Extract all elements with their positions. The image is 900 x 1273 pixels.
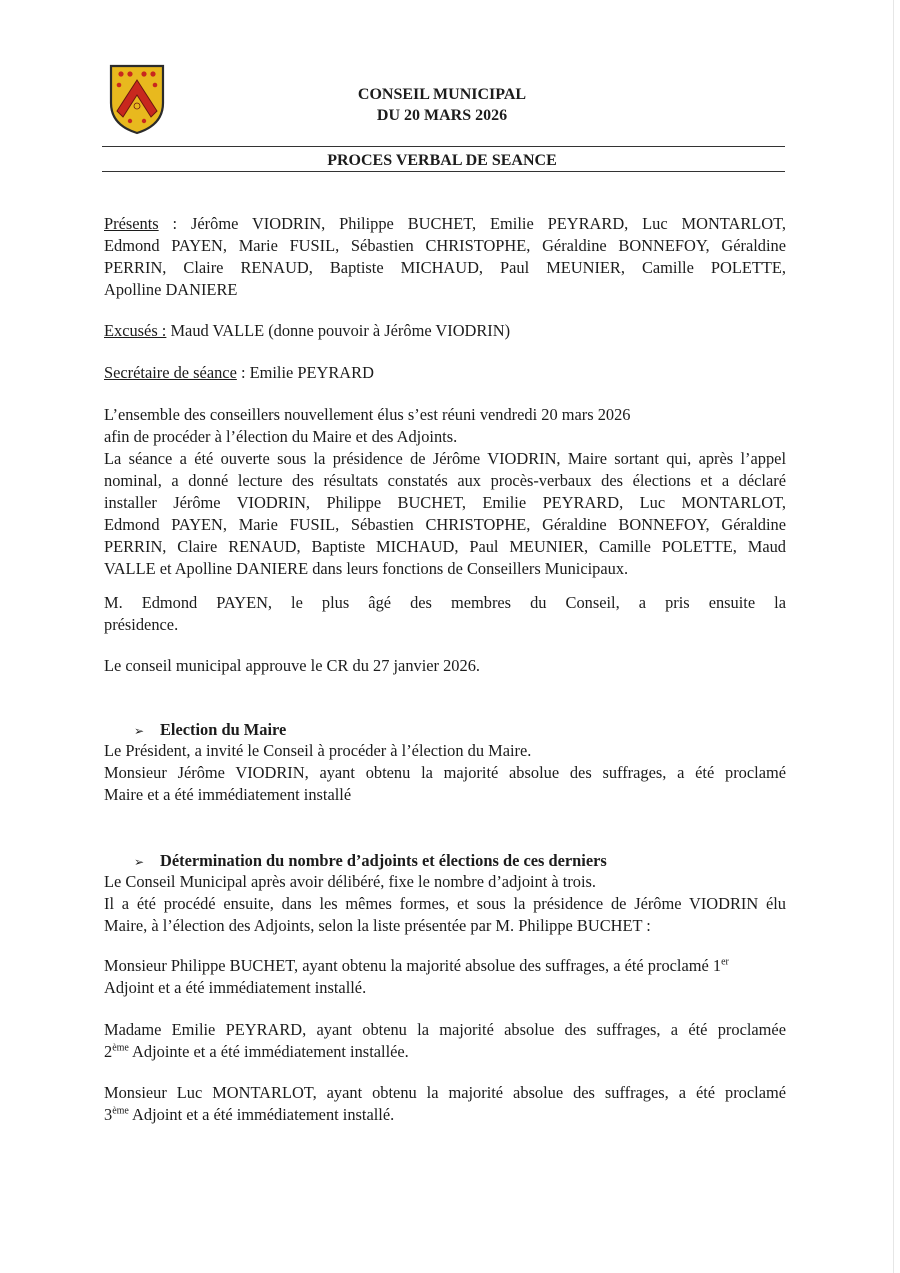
intro-line: La séance a été ouverte sous la présidence de Jérôme VIODRIN, Maire sortant qui, après l’appel: [104, 449, 786, 468]
presents-line: PERRIN, Claire RENAUD, Baptiste MICHAUD, Paul MEUNIER, Camille POLETTE,: [104, 258, 786, 277]
arrow-bullet-icon: ➢: [134, 855, 145, 869]
first-adjoint-line: Adjoint et a été immédiatement installé.: [104, 978, 367, 997]
section-heading-adjoints: ➢ Détermination du nombre d’adjoints et élections de ces derniers: [134, 850, 607, 873]
bottom-rule: [102, 171, 785, 172]
presidence-line: présidence.: [104, 615, 179, 634]
second-adjoint-line: 2ème Adjointe et a été immédiatement installée.: [104, 1042, 409, 1061]
third-adjoint-line: 3ème Adjoint et a été immédiatement installé.: [104, 1105, 395, 1124]
page-edge: [893, 0, 894, 1273]
adjoints-line: Maire, à l’élection des Adjoints, selon la liste présentée par M. Philippe BUCHET :: [104, 916, 651, 935]
maire-line: Maire et a été immédiatement installé: [104, 785, 352, 804]
secretaire-label: Secrétaire de séance: [104, 363, 237, 382]
adjoints-line: Il a été procédé ensuite, dans les mêmes formes, et sous la présidence de Jérôme VIODRIN élu: [104, 894, 786, 913]
presents-line: Edmond PAYEN, Marie FUSIL, Sébastien CHRISTOPHE, Géraldine BONNEFOY, Géraldine: [104, 236, 786, 255]
arrow-bullet-icon: ➢: [134, 724, 145, 738]
intro-line: VALLE et Apolline DANIERE dans leurs fonctions de Conseillers Municipaux.: [104, 559, 629, 578]
third-adjoint-line: Monsieur Luc MONTARLOT, ayant obtenu la majorité absolue des suffrages, a été proclamé: [104, 1083, 786, 1102]
top-rule: [102, 146, 785, 147]
presents-line: Présents : Jérôme VIODRIN, Philippe BUCHET, Emilie PEYRARD, Luc MONTARLOT,: [104, 214, 786, 233]
cr-approval: Le conseil municipal approuve le CR du 27 janvier 2026.: [104, 656, 480, 675]
intro-line: Edmond PAYEN, Marie FUSIL, Sébastien CHRISTOPHE, Géraldine BONNEFOY, Géraldine: [104, 515, 786, 534]
presents-label: Présents: [104, 214, 159, 233]
maire-line: Le Président, a invité le Conseil à procéder à l’élection du Maire.: [104, 741, 532, 760]
intro-line: L’ensemble des conseillers nouvellement élus s’est réuni vendredi 20 mars 2026: [104, 405, 631, 424]
intro-line: nominal, a donné lecture des résultats constatés aux procès-verbaux des élections et a déclaré: [104, 471, 786, 490]
coat-of-arms-logo: [108, 63, 166, 135]
section-heading-maire: ➢ Election du Maire: [134, 719, 286, 742]
adjoints-line: Le Conseil Municipal après avoir délibéré, fixe le nombre d’adjoint à trois.: [104, 872, 597, 891]
page-title: PROCES VERBAL DE SEANCE: [327, 152, 557, 169]
meeting-date: DU 20 MARS 2026: [376, 107, 508, 124]
second-adjoint-line: Madame Emilie PEYRARD, ayant obtenu la majorité absolue des suffrages, a été proclamée: [104, 1020, 786, 1039]
intro-line: PERRIN, Claire RENAUD, Baptiste MICHAUD, Paul MEUNIER, Camille POLETTE, Maud: [104, 537, 786, 556]
excuses-line: Excusés : Maud VALLE (donne pouvoir à Jérôme VIODRIN): [104, 321, 511, 340]
council-title: CONSEIL MUNICIPAL: [357, 86, 527, 103]
intro-line: installer Jérôme VIODRIN, Philippe BUCHET, Emilie PEYRARD, Luc MONTARLOT,: [104, 493, 786, 512]
excuses-label: Excusés :: [104, 321, 167, 340]
secretaire-line: Secrétaire de séance : Emilie PEYRARD: [104, 363, 374, 382]
intro-line: afin de procéder à l’élection du Maire et des Adjoints.: [104, 427, 458, 446]
presents-line: Apolline DANIERE: [104, 280, 238, 299]
presidence-line: M. Edmond PAYEN, le plus âgé des membres du Conseil, a pris ensuite la: [104, 593, 786, 612]
first-adjoint-line: Monsieur Philippe BUCHET, ayant obtenu la majorité absolue des suffrages, a été proclamé 1er: [104, 956, 729, 975]
maire-line: Monsieur Jérôme VIODRIN, ayant obtenu la majorité absolue des suffrages, a été proclamé: [104, 763, 786, 782]
